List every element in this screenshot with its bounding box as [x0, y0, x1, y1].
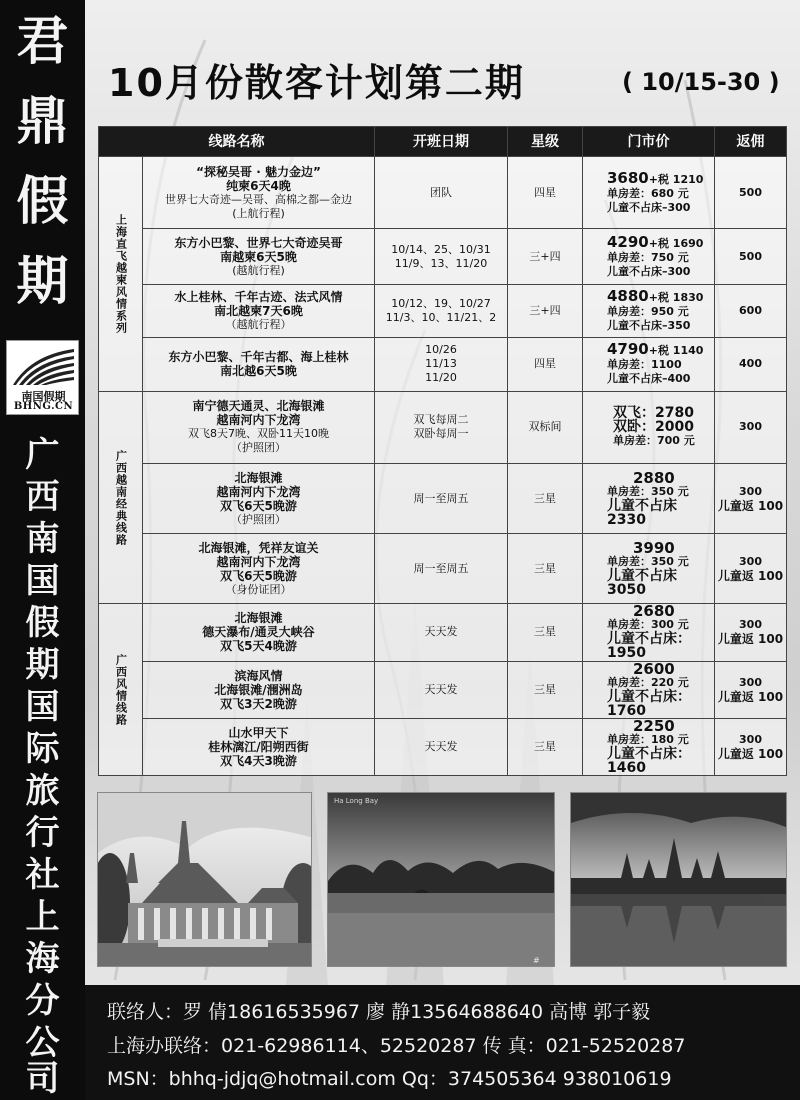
rebate-cell: 500 — [715, 229, 787, 285]
rebate-cell — [715, 718, 787, 775]
contact-phone-fax: 上海办联络：021-62986114、52520287 传 真：021-52520287 — [107, 1035, 686, 1057]
route-name-cell — [143, 285, 375, 337]
price-cell — [583, 534, 715, 604]
brand-char: 君 — [16, 11, 69, 72]
price-cell — [583, 661, 715, 718]
route-line: 世界七大奇迹—吴哥、高棉之都—金边 — [165, 192, 352, 206]
date-line: 11/3、10、11/21、2 — [385, 311, 497, 325]
logo-text-cn: 南国假期 — [21, 390, 66, 403]
rebate-adult: 300 — [739, 554, 762, 568]
rebate-cell: 300 — [715, 391, 787, 463]
route-line: 双飞5天4晚游 — [220, 639, 297, 654]
price-tax: +税 1830 — [648, 291, 704, 305]
rebate-cell — [715, 464, 787, 534]
route-name-cell — [143, 464, 375, 534]
rebate-cell: 600 — [715, 285, 787, 337]
star-cell: 三+四 — [508, 285, 583, 337]
dates-cell — [375, 604, 508, 661]
rebate-child: 儿童返 100 — [717, 568, 784, 583]
table-row — [99, 157, 787, 229]
header-price: 门市价 — [583, 127, 715, 157]
route-line: 北海银滩 — [234, 470, 283, 485]
route-line: 北海银滩/涠洲岛 — [214, 682, 303, 697]
route-note: （身份证团） — [225, 582, 292, 596]
angkor-wat-photo — [570, 792, 787, 967]
rebate-cell: 500 — [715, 157, 787, 229]
date-line: 天天发 — [424, 625, 458, 639]
route-line: 双飞8天7晚、双卧11天10晚 — [188, 427, 329, 441]
dates-cell — [375, 534, 508, 604]
dates-cell — [375, 391, 508, 463]
agency-char: 旅 — [25, 771, 60, 811]
agency-char: 期 — [25, 645, 60, 685]
price-line: 单房差：220 元 — [607, 675, 689, 689]
price-main: 4880 — [607, 287, 649, 306]
price-main: 4290 — [607, 232, 649, 251]
route-line: 水上桂林、千年古迹、法式风情 — [174, 290, 343, 305]
dates-cell — [375, 464, 508, 534]
price-line: 单房差：950 元 — [607, 305, 689, 319]
route-line: 东方小巴黎、世界七大奇迹吴哥 — [174, 235, 343, 250]
price-line: 双卧：2000 — [613, 419, 694, 436]
route-note: (越航行程) — [232, 263, 285, 277]
route-line: 越南河内下龙湾 — [216, 413, 301, 428]
star-cell: 三星 — [508, 534, 583, 604]
category-label: 上海直飞越柬风情系列 — [99, 157, 143, 392]
table-row — [99, 285, 787, 337]
agency-char: 公 — [25, 1023, 60, 1063]
price-line: 儿童不占床–350 — [607, 319, 691, 333]
contact-msn-qq: MSN：bhhq-jdjq@hotmail.com Qq：374505364 938010619 — [107, 1068, 672, 1090]
star-cell: 三星 — [508, 464, 583, 534]
dates-cell — [375, 661, 508, 718]
price-line: 单房差：350 元 — [607, 484, 689, 498]
price-main: 4790 — [607, 340, 649, 359]
logo-text-en: BHNG.CN — [13, 401, 74, 412]
price-line: 单房差：750 元 — [607, 250, 689, 264]
dates-cell — [375, 337, 508, 391]
table-row — [99, 604, 787, 661]
table-header-row — [99, 127, 787, 157]
price-cell — [583, 391, 715, 463]
price-cell — [583, 157, 715, 229]
company-logo — [6, 340, 79, 415]
price-line: 儿童不占床 2330 — [607, 497, 677, 528]
agency-char: 分 — [25, 981, 60, 1021]
rebate-adult: 300 — [739, 675, 762, 689]
price-tax: +税 1140 — [648, 344, 704, 358]
temple-photo — [97, 792, 312, 967]
header-dates: 开班日期 — [375, 127, 508, 157]
header-rebate: 返佣 — [715, 127, 787, 157]
table-row — [99, 464, 787, 534]
rebate-cell — [715, 604, 787, 661]
price-line: 儿童不占床–300 — [607, 264, 691, 278]
date-line: 11/20 — [425, 371, 457, 385]
price-line: 单房差：300 元 — [607, 618, 689, 632]
route-name-cell — [143, 661, 375, 718]
header-route-name: 线路名称 — [99, 127, 375, 157]
date-line: 周一至周五 — [413, 561, 469, 575]
agency-char: 海 — [25, 939, 60, 979]
route-note: （越航行程） — [225, 318, 292, 332]
header-star: 星级 — [508, 127, 583, 157]
route-name-cell — [143, 157, 375, 229]
title-date-range: ( 10/15-30 ) — [622, 68, 780, 96]
route-line: 纯柬6天4晚 — [226, 178, 291, 193]
rebate-child: 儿童返 100 — [717, 498, 784, 513]
route-line: 南越柬6天5晚 — [220, 249, 297, 264]
dates-cell — [375, 229, 508, 285]
agency-char: 广 — [25, 435, 60, 475]
rebate-adult: 300 — [739, 484, 762, 498]
price-cell — [583, 285, 715, 337]
table-row — [99, 718, 787, 775]
route-table — [98, 126, 787, 776]
price-line: 单房差：700 元 — [613, 434, 695, 448]
star-cell: 三星 — [508, 604, 583, 661]
price-tax: +税 1690 — [648, 236, 704, 250]
agency-char: 际 — [25, 729, 60, 769]
price-main: 2600 — [633, 659, 675, 678]
price-line: 儿童不占床–400 — [607, 372, 691, 386]
table-row — [99, 534, 787, 604]
route-line: 德天瀑布/通灵大峡谷 — [202, 625, 315, 640]
price-line: 单房差：180 元 — [607, 732, 689, 746]
route-line: 双飞4天3晚游 — [220, 753, 297, 768]
route-note: （护照团） — [231, 441, 286, 455]
rebate-adult: 300 — [739, 732, 762, 746]
date-line: 10/12、19、10/27 — [391, 297, 491, 311]
agency-char: 南 — [25, 519, 60, 559]
brand-char: 假 — [16, 171, 69, 232]
price-line: 儿童不占床：1950 — [607, 631, 691, 662]
brand-char: 鼎 — [16, 91, 69, 152]
date-line: 天天发 — [424, 682, 458, 696]
price-line: 单房差：680 元 — [607, 186, 689, 200]
price-line: 双飞：2780 — [613, 405, 694, 422]
price-main: 2880 — [633, 468, 675, 487]
rebate-child: 儿童返 100 — [717, 746, 784, 761]
agency-char: 西 — [25, 477, 60, 517]
price-line: 单房差：350 元 — [607, 554, 689, 568]
agency-char: 行 — [25, 813, 60, 853]
route-note: （护照团） — [231, 512, 286, 526]
agency-char: 上 — [25, 897, 60, 937]
date-line: 10/14、25、10/31 — [391, 242, 491, 256]
route-name-cell — [143, 391, 375, 463]
rebate-child: 儿童返 100 — [717, 632, 784, 647]
agency-char: 司 — [25, 1059, 60, 1099]
star-cell: 三星 — [508, 718, 583, 775]
date-line: 双飞每周二 — [413, 413, 469, 427]
rebate-cell: 400 — [715, 337, 787, 391]
table-row — [99, 661, 787, 718]
agency-char: 国 — [25, 561, 60, 601]
dates-cell — [375, 157, 508, 229]
page-title: 10月份散客计划第二期 — [108, 61, 525, 105]
route-line: 南宁德天通灵、北海银滩 — [192, 399, 325, 414]
rebate-cell — [715, 661, 787, 718]
table-row — [99, 337, 787, 391]
route-line: 东方小巴黎、千年古都、海上桂林 — [168, 350, 349, 365]
agency-char: 国 — [25, 687, 60, 727]
price-line: 儿童不占床：1460 — [607, 745, 691, 776]
route-line: 北海银滩 — [234, 611, 283, 626]
route-line: 桂林漓江/阳朔西街 — [208, 739, 309, 754]
contact-panel — [85, 985, 800, 1100]
star-cell: 三星 — [508, 661, 583, 718]
brand-char: 期 — [16, 251, 69, 312]
contact-persons: 联络人：罗 倩18616535967 廖 静13564688640 高博 郭子毅 — [107, 1001, 651, 1023]
halong-bay-photo — [327, 792, 555, 967]
date-line: 团队 — [430, 185, 452, 199]
price-cell — [583, 229, 715, 285]
star-cell: 三+四 — [508, 229, 583, 285]
route-line: 双飞6天5晚游 — [220, 498, 297, 513]
category-label: 广西越南经典线路 — [99, 391, 143, 604]
route-name-cell — [143, 229, 375, 285]
route-line: 越南河内下龙湾 — [216, 484, 301, 499]
price-main: 3990 — [633, 538, 675, 557]
price-tax: +税 1210 — [648, 172, 704, 186]
price-line: 儿童不占床：1760 — [607, 688, 691, 719]
rebate-cell — [715, 534, 787, 604]
rebate-adult: 300 — [739, 618, 762, 632]
date-line: 11/13 — [425, 357, 457, 371]
route-line: 双飞6天5晚游 — [220, 568, 297, 583]
dates-cell — [375, 718, 508, 775]
category-label: 广西风情线路 — [99, 604, 143, 776]
price-line: 儿童不占床 3050 — [607, 567, 677, 598]
route-line: 滨海风情 — [234, 668, 283, 683]
route-line: 双飞3天2晚游 — [220, 696, 297, 711]
star-cell: 四星 — [508, 337, 583, 391]
route-note: (上航行程) — [232, 206, 285, 220]
date-line: 11/9、13、11/20 — [394, 256, 488, 270]
table-row — [99, 229, 787, 285]
route-name-cell — [143, 534, 375, 604]
route-line: 南北越柬7天6晚 — [214, 304, 303, 319]
route-line: “探秘吴哥 · 魅力金边” — [196, 164, 321, 179]
left-banner — [0, 0, 85, 1100]
date-line: 周一至周五 — [413, 491, 469, 505]
price-cell — [583, 337, 715, 391]
star-cell: 双标间 — [508, 391, 583, 463]
route-line: 越南河内下龙湾 — [216, 554, 301, 569]
route-line: 山水甲天下 — [228, 725, 289, 740]
date-line: 10/26 — [425, 343, 457, 357]
date-line: 天天发 — [424, 739, 458, 753]
price-main: 2250 — [633, 716, 675, 735]
price-main: 2680 — [633, 602, 675, 621]
rebate-child: 儿童返 100 — [717, 689, 784, 704]
agency-char: 假 — [25, 603, 60, 643]
table-row — [99, 391, 787, 463]
price-cell — [583, 718, 715, 775]
price-cell — [583, 464, 715, 534]
price-line: 儿童不占床–300 — [607, 200, 691, 214]
price-cell — [583, 604, 715, 661]
route-name-cell — [143, 604, 375, 661]
price-main: 3680 — [607, 168, 649, 187]
price-line: 单房差：1100 — [607, 358, 682, 372]
star-cell: 四星 — [508, 157, 583, 229]
photo-watermark: # — [533, 956, 540, 965]
date-line: 双卧每周一 — [413, 427, 469, 441]
route-line: 北海银滩，凭祥友谊关 — [198, 540, 319, 555]
logo-wave-icon — [11, 345, 76, 387]
photo-caption: Ha Long Bay — [334, 797, 379, 805]
dates-cell — [375, 285, 508, 337]
route-name-cell — [143, 718, 375, 775]
route-name-cell — [143, 337, 375, 391]
route-line: 南北越6天5晚 — [220, 364, 297, 379]
agency-char: 社 — [25, 855, 60, 895]
